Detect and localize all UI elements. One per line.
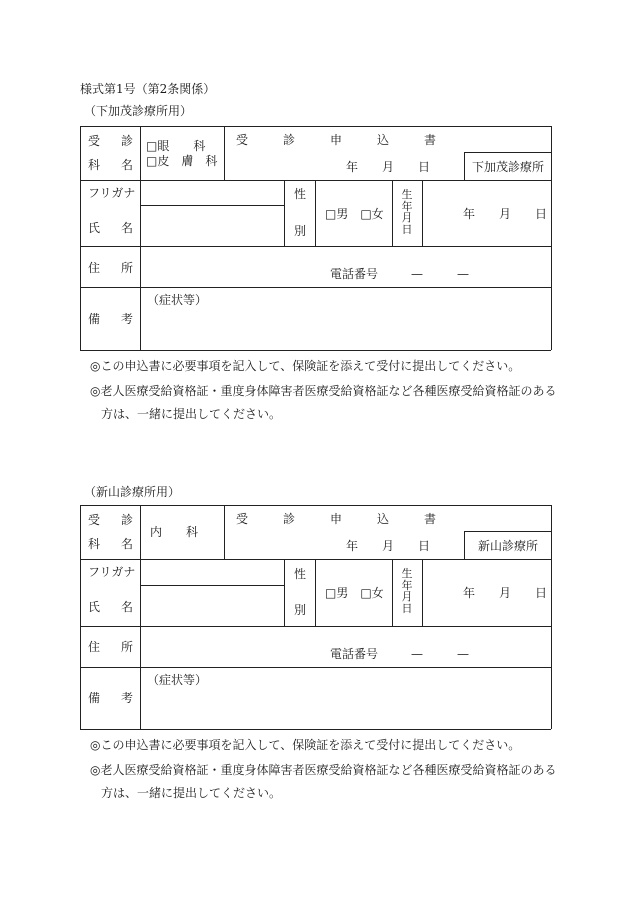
birth-month-label: 月: [499, 586, 512, 600]
note-1: ◎この申込書に必要事項を記入して、保険証を添えて受付に提出してください。: [90, 738, 521, 752]
date-month-label: 月: [382, 160, 395, 174]
address-label-1: 住: [88, 261, 101, 275]
section-2-subtitle: （新山診療所用）: [84, 485, 181, 499]
date-year-label: 年: [346, 160, 359, 174]
address-label-2: 所: [121, 261, 134, 275]
form-title-char: 込: [377, 133, 390, 147]
phone-dash: —: [411, 267, 423, 281]
clinic-name: 新山診療所: [477, 539, 538, 553]
symptoms-input[interactable]: [142, 310, 547, 348]
sex-label-1: 性: [294, 567, 307, 581]
form-title-char: 診: [283, 133, 296, 147]
jushin-label-1: 受: [88, 513, 101, 527]
address-label-2: 所: [121, 640, 134, 654]
shimei-label-1: 氏: [88, 221, 101, 235]
date-day-label: 日: [418, 539, 431, 553]
address-label-1: 住: [88, 640, 101, 654]
shimei-label-2: 名: [121, 600, 134, 614]
kamoku-label-1: 科: [88, 158, 101, 172]
remarks-label-1: 備: [88, 312, 101, 326]
phone-dash: —: [411, 647, 423, 661]
form-title-char: 診: [283, 512, 296, 526]
jushin-label-1: 受: [88, 134, 101, 148]
form-title-char: 受: [236, 133, 249, 147]
symptoms-label: （症状等）: [147, 293, 208, 307]
note-2-continuation: 方は、一緒に提出してください。: [101, 407, 282, 421]
birth-year-label: 年: [463, 207, 476, 221]
furigana-label: フリガナ: [88, 565, 136, 579]
furigana-input[interactable]: [142, 182, 282, 203]
birth-year-label: 年: [463, 586, 476, 600]
form-title-char: 込: [377, 512, 390, 526]
note-2: ◎老人医療受給資格証・重度身体障害者医療受給資格証など各種医療受給資格証のある: [90, 763, 557, 777]
remarks-label-2: 考: [121, 691, 134, 705]
phone-label: 電話番号: [330, 647, 379, 661]
sex-label-1: 性: [294, 187, 307, 201]
furigana-label: フリガナ: [88, 186, 136, 200]
note-2-continuation: 方は、一緒に提出してください。: [101, 786, 282, 800]
name-input[interactable]: [142, 587, 282, 624]
gender-checkboxes[interactable]: □男 □女: [325, 586, 384, 600]
kamoku-label-2: 名: [121, 158, 134, 172]
form-title-char: 受: [236, 512, 249, 526]
furigana-input[interactable]: [142, 561, 282, 583]
birth-month-label: 月: [499, 207, 512, 221]
clinic-name-box: [464, 531, 552, 560]
dept-checkbox-ophthalmology[interactable]: □眼 科: [146, 139, 206, 153]
note-2: ◎老人医療受給資格証・重度身体障害者医療受給資格証など各種医療受給資格証のある: [90, 384, 557, 398]
dept-internal-medicine: 内 科: [150, 525, 199, 539]
form-number-label: 様式第1号（第2条関係）: [80, 82, 216, 96]
date-day-label: 日: [418, 160, 431, 174]
birthdate-label: 生年月日: [401, 188, 413, 236]
date-month-label: 月: [382, 539, 395, 553]
sex-label-2: 別: [294, 224, 307, 238]
symptoms-label: （症状等）: [147, 673, 208, 687]
kamoku-label-1: 科: [88, 537, 101, 551]
phone-label: 電話番号: [330, 267, 379, 281]
jushin-label-2: 診: [121, 134, 134, 148]
note-1: ◎この申込書に必要事項を記入して、保険証を添えて受付に提出してください。: [90, 359, 521, 373]
clinic-name: 下加茂診療所: [471, 160, 544, 174]
birth-day-label: 日: [535, 207, 548, 221]
birth-day-label: 日: [535, 586, 548, 600]
section-1-subtitle: （下加茂診療所用）: [84, 104, 193, 118]
name-input[interactable]: [142, 207, 282, 244]
birthdate-label: 生年月日: [401, 567, 413, 615]
gender-checkboxes[interactable]: □男 □女: [325, 207, 384, 221]
shimei-label-2: 名: [121, 221, 134, 235]
form-title-char: 書: [424, 133, 437, 147]
sex-label-2: 別: [294, 603, 307, 617]
form-title-char: 書: [424, 512, 437, 526]
jushin-label-2: 診: [121, 513, 134, 527]
phone-dash: —: [457, 267, 469, 281]
date-year-label: 年: [346, 539, 359, 553]
clinic-name-box: [464, 152, 552, 181]
symptoms-input[interactable]: [142, 690, 547, 727]
remarks-label-1: 備: [88, 691, 101, 705]
phone-dash: —: [457, 647, 469, 661]
remarks-label-2: 考: [121, 312, 134, 326]
shimei-label-1: 氏: [88, 600, 101, 614]
form-title-char: 申: [330, 133, 343, 147]
form-title-char: 申: [330, 512, 343, 526]
kamoku-label-2: 名: [121, 537, 134, 551]
dept-checkbox-dermatology[interactable]: □皮 膚 科: [146, 154, 218, 168]
